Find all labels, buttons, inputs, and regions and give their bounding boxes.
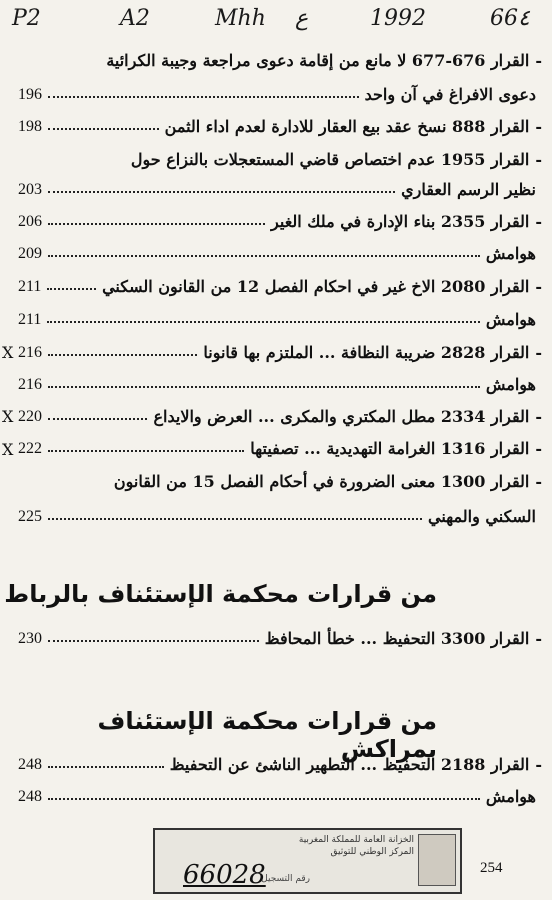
check-mark: X	[2, 440, 14, 459]
toc-entry: هوامش 209	[18, 244, 536, 263]
handwritten-mark: 1992	[370, 6, 426, 31]
toc-entry: - القرار 2188 التحفيظ ... التطهير الناشئ عن التحفيظ 248	[18, 755, 542, 774]
toc-entry: السكني والمهني 225	[18, 507, 536, 526]
toc-entry: - القرار 2355 بناء الإدارة في ملك الغير 206	[18, 212, 542, 231]
stamp-emblem-icon	[418, 834, 456, 886]
handwritten-mark: Мhh	[215, 6, 266, 31]
toc-entry: - القرار 676-677 لا مانع من إقامة دعوى مراجعة وجيبة الكرائية	[106, 51, 542, 70]
toc-entry: - القرار 2080 الاخ غير في احكام الفصل 12 من القانون السكني 211	[18, 277, 542, 296]
handwritten-mark: P2	[12, 6, 41, 31]
check-mark: X	[2, 343, 14, 362]
check-mark: X	[2, 407, 14, 426]
toc-entry: هوامش 248	[18, 787, 536, 806]
toc-entry: - القرار 2334 مطل المكتري والمكرى ... العرض والايداع 220	[18, 407, 542, 426]
page-number: 254	[480, 860, 503, 876]
section-heading-rabat: من قرارات محكمة الإستئناف بالرباط	[4, 580, 437, 608]
toc-entry: - القرار 1300 معنى الضرورة في أحكام الفصل 15 من القانون	[113, 472, 542, 491]
toc-entry: - القرار 3300 التحفيظ ... خطأ المحافظ 230	[18, 629, 542, 648]
toc-entry: - القرار 888 نسخ عقد بيع العقار للادارة لعدم اداء الثمن 198	[18, 117, 542, 136]
handwritten-mark: 66٤	[490, 6, 530, 31]
stamp-handwritten-number: 66028	[183, 860, 266, 890]
handwritten-header	[0, 6, 552, 36]
section-heading-marrakech: من قرارات محكمة الإستئناف بمراكش	[97, 707, 437, 763]
toc-entry: دعوى الافراغ في آن واحد 196	[18, 85, 536, 104]
toc-entry: - القرار 2828 ضريبة النظافة ... الملتزم بها قانونا 216	[18, 343, 542, 362]
toc-entry: - القرار 1955 عدم اختصاص قاضي المستعجلات بالنزاع حول	[130, 150, 542, 169]
handwritten-mark: A2	[120, 6, 150, 31]
toc-entry: هوامش 211	[18, 310, 536, 329]
library-stamp	[153, 828, 462, 894]
toc-entry: - القرار 1316 الغرامة التهديدية ... تصفيتها 222	[18, 439, 542, 458]
toc-entry: هوامش 216	[18, 375, 536, 394]
stamp-label: رقم التسجيل	[261, 874, 310, 884]
handwritten-mark: ع	[295, 6, 309, 31]
toc-entry: نظير الرسم العقاري 203	[18, 180, 536, 199]
stamp-text: الخزانة العامة للمملكة المغربية المركز الوطني للتوثيق	[298, 835, 414, 857]
